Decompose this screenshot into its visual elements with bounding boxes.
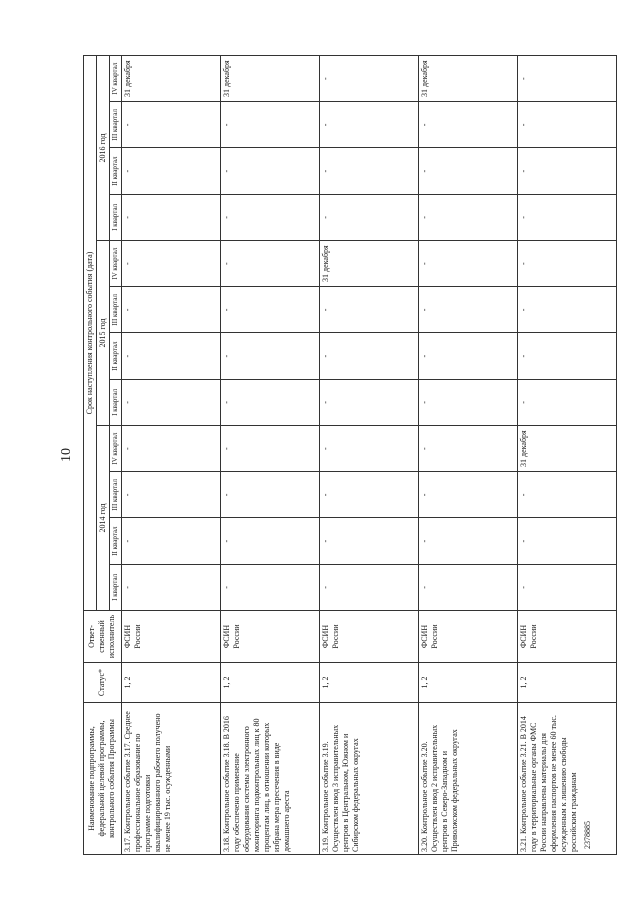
header-quarter: II квартал bbox=[110, 333, 122, 379]
header-quarter: IV квартал bbox=[110, 56, 122, 102]
event-name-cell: 3.17. Контрольное событие 3.17. Среднее профессиональное образование по программе подготовки квалифицированного рабочего получено не менее 19 тыс. осужденными bbox=[121, 703, 220, 855]
quarter-cell: - bbox=[517, 333, 616, 379]
quarter-cell: - bbox=[220, 194, 319, 240]
quarter-cell: - bbox=[517, 241, 616, 287]
header-quarter: II квартал bbox=[110, 148, 122, 194]
table-row bbox=[220, 56, 319, 855]
quarter-cell: - bbox=[517, 287, 616, 333]
quarter-cell: - bbox=[418, 518, 517, 564]
quarter-cell: - bbox=[220, 333, 319, 379]
quarter-cell: - bbox=[121, 379, 220, 425]
header-quarter: III квартал bbox=[110, 287, 122, 333]
quarter-cell: - bbox=[418, 241, 517, 287]
header-quarter: I квартал bbox=[110, 194, 122, 240]
quarter-cell: - bbox=[517, 379, 616, 425]
header-quarter: III квартал bbox=[110, 102, 122, 148]
status-cell: 1, 2 bbox=[418, 663, 517, 703]
status-cell: 1, 2 bbox=[517, 663, 616, 703]
quarter-cell: - bbox=[517, 148, 616, 194]
quarter-cell: - bbox=[121, 426, 220, 472]
quarter-cell: - bbox=[418, 426, 517, 472]
header-year-2016: 2016 год bbox=[97, 56, 110, 241]
executor-cell: ФСИН России bbox=[220, 611, 319, 663]
quarter-cell: - bbox=[220, 102, 319, 148]
header-quarter: IV квартал bbox=[110, 241, 122, 287]
event-name-cell: 3.21. Контрольное событие 3.21. В 2014 году в территориальные органы ФМС России направлены материалы для оформления паспортов не менее 60 тыс. осужденным к лишению свободы российским гражданам bbox=[517, 703, 616, 855]
quarter-cell: - bbox=[517, 194, 616, 240]
quarter-cell: - bbox=[220, 287, 319, 333]
quarter-cell: - bbox=[517, 518, 616, 564]
header-name: Наименование подпрограммы, федеральной целевой программы, контрольного события Программы bbox=[84, 703, 122, 855]
quarter-cell: - bbox=[319, 333, 418, 379]
table-row bbox=[418, 56, 517, 855]
table-body bbox=[121, 56, 616, 855]
quarter-cell: - bbox=[319, 426, 418, 472]
quarter-cell: - bbox=[220, 241, 319, 287]
quarter-cell: - bbox=[220, 518, 319, 564]
quarter-cell: 31 декабря bbox=[319, 241, 418, 287]
quarter-cell: - bbox=[418, 472, 517, 518]
event-name-cell: 3.19. Контрольное событие 3.19. Осуществлен ввод 3 исправительных центров в Центральном, Южном и Сибирском федеральных округах bbox=[319, 703, 418, 855]
table-row bbox=[121, 56, 220, 855]
quarter-cell: 31 декабря bbox=[418, 56, 517, 102]
quarter-cell: - bbox=[319, 148, 418, 194]
quarter-cell: 31 декабря bbox=[121, 56, 220, 102]
header-quarter: II квартал bbox=[110, 518, 122, 564]
quarter-cell: - bbox=[319, 518, 418, 564]
quarter-cell: - bbox=[220, 472, 319, 518]
table-row bbox=[517, 56, 616, 855]
header-row-1 bbox=[84, 56, 97, 855]
executor-cell: ФСИН России bbox=[319, 611, 418, 663]
header-executor: Ответ-ственный исполнитель bbox=[84, 611, 122, 663]
quarter-cell: - bbox=[319, 287, 418, 333]
quarter-cell: - bbox=[517, 564, 616, 610]
quarter-cell: - bbox=[220, 564, 319, 610]
quarter-cell: - bbox=[418, 148, 517, 194]
quarter-cell: - bbox=[121, 241, 220, 287]
quarter-cell: - bbox=[418, 194, 517, 240]
quarter-cell: - bbox=[220, 379, 319, 425]
quarter-cell: - bbox=[220, 426, 319, 472]
quarter-cell: - bbox=[121, 472, 220, 518]
quarter-cell: - bbox=[121, 148, 220, 194]
status-cell: 1, 2 bbox=[319, 663, 418, 703]
quarter-cell: - bbox=[517, 102, 616, 148]
document-code: 2378885 bbox=[583, 821, 592, 849]
quarter-cell: - bbox=[418, 333, 517, 379]
quarter-cell: - bbox=[418, 102, 517, 148]
quarter-cell: - bbox=[319, 102, 418, 148]
header-year-2014: 2014 год bbox=[97, 426, 110, 611]
quarter-cell: - bbox=[319, 379, 418, 425]
event-name-cell: 3.20. Контрольное событие 3.20. Осуществлен ввод 2 исправительных центров в Северо-Западном и Приволжском федеральных округах bbox=[418, 703, 517, 855]
header-status: Статус* bbox=[84, 663, 122, 703]
executor-cell: ФСИН России bbox=[418, 611, 517, 663]
quarter-cell: - bbox=[319, 472, 418, 518]
header-deadline: Срок наступления контрольного события (дата) bbox=[84, 56, 97, 611]
quarter-cell: - bbox=[121, 564, 220, 610]
quarter-cell: 31 декабря bbox=[517, 426, 616, 472]
header-quarter: I квартал bbox=[110, 379, 122, 425]
quarter-cell: - bbox=[319, 56, 418, 102]
status-cell: 1, 2 bbox=[220, 663, 319, 703]
executor-cell: ФСИН России bbox=[121, 611, 220, 663]
quarter-cell: - bbox=[121, 518, 220, 564]
quarter-cell: - bbox=[418, 379, 517, 425]
quarter-cell: - bbox=[121, 287, 220, 333]
quarter-cell: - bbox=[517, 56, 616, 102]
page-number: 10 bbox=[59, 448, 74, 462]
quarter-cell: - bbox=[418, 287, 517, 333]
quarter-cell: - bbox=[319, 564, 418, 610]
quarter-cell: - bbox=[121, 333, 220, 379]
control-events-table bbox=[83, 55, 617, 855]
quarter-cell: - bbox=[121, 102, 220, 148]
quarter-cell: - bbox=[418, 564, 517, 610]
status-cell: 1, 2 bbox=[121, 663, 220, 703]
header-quarter: I квартал bbox=[110, 564, 122, 610]
quarter-cell: - bbox=[121, 194, 220, 240]
header-year-2015: 2015 год bbox=[97, 241, 110, 426]
executor-cell: ФСИН России bbox=[517, 611, 616, 663]
quarter-cell: 31 декабря bbox=[220, 56, 319, 102]
quarter-cell: - bbox=[220, 148, 319, 194]
quarter-cell: - bbox=[319, 194, 418, 240]
rotated-content bbox=[55, 55, 595, 855]
table-row bbox=[319, 56, 418, 855]
header-quarter: III квартал bbox=[110, 472, 122, 518]
event-name-cell: 3.18. Контрольное событие 3.18. В 2016 году обеспечено применение оборудования системы электронного мониторинга подконтрольных лиц к 80 процентам лиц, в отношении которых избрана мера пресечения в виде домашнего ареста bbox=[220, 703, 319, 855]
header-quarter: IV квартал bbox=[110, 426, 122, 472]
quarter-cell: - bbox=[517, 472, 616, 518]
